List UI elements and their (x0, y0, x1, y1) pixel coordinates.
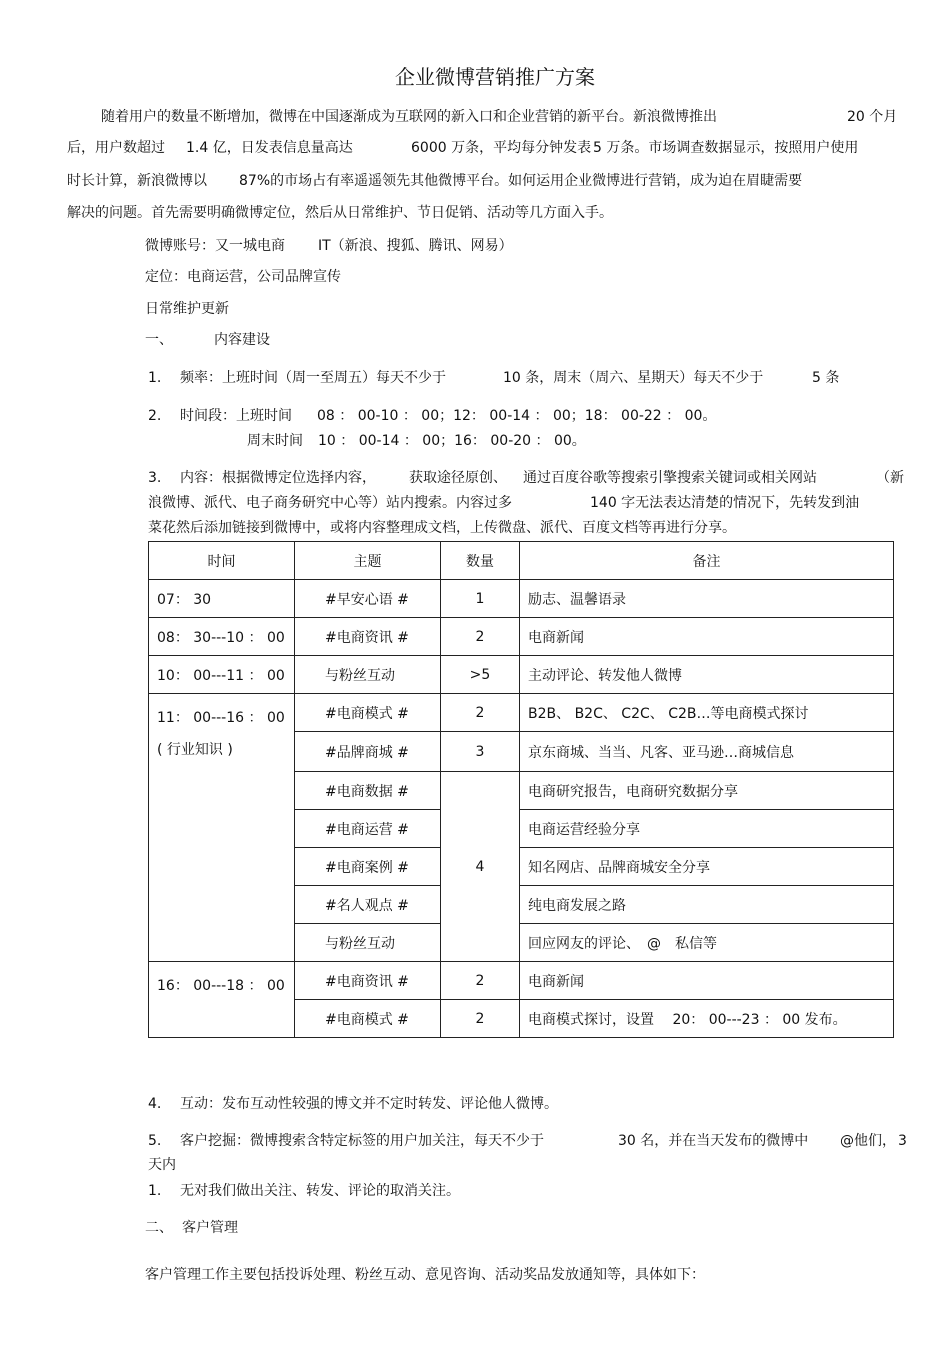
table-cell-topic: #电商模式 # (295, 694, 441, 732)
table-cell-count: 4 (441, 772, 520, 962)
table-cell-note: 纯电商发展之路 (520, 886, 894, 924)
item1-text-c: 5 条 (812, 370, 840, 386)
item3-text-g: 菜花然后添加链接到微博中，或将内容整理成文档，上传微盘、派代、百度文档等再进行分享。 (148, 520, 736, 536)
table-header-row (149, 542, 894, 580)
intro-line3-a: 时长计算，新浪微博以 (67, 173, 207, 189)
intro-line1-number: 20 个月 (847, 109, 898, 125)
table-cell-topic: 与粉丝互动 (295, 656, 441, 694)
item3-text-d: （新 (876, 470, 904, 486)
intro-line2-d: 5 万条。市场调查数据显示，按照用户使用 (593, 140, 859, 156)
item5-sub1-number: 1. (148, 1183, 162, 1199)
item5-text-c: @他们， (840, 1133, 896, 1149)
table-cell-note: 主动评论、转发他人微博 (520, 656, 894, 694)
schedule-table (148, 541, 894, 1038)
item1-number: 1. (148, 370, 162, 386)
document-title: 企业微博营销推广方案 (395, 65, 595, 89)
table-header-topic: 主题 (295, 542, 441, 580)
item2-number: 2. (148, 408, 162, 424)
section2-title: 客户管理 (182, 1220, 238, 1236)
table-cell-note: 知名网店、品牌商城安全分享 (520, 848, 894, 886)
table-cell-count: 1 (441, 580, 520, 618)
table-cell-topic: #电商资讯 # (295, 962, 441, 1000)
item3-number: 3. (148, 470, 162, 486)
item3-text-e: 浪微博、派代、电子商务研究中心等）站内搜索。内容过多 (148, 495, 512, 511)
table-header-count: 数量 (441, 542, 520, 580)
table-cell-time-block (149, 694, 295, 962)
item5-text-a: 客户挖掘：微博搜索含特定标签的用户加关注，每天不少于 (180, 1133, 544, 1149)
table-cell-note: B2B、 B2C、 C2C、 C2B…等电商模式探讨 (520, 694, 894, 732)
table-cell-note: 电商模式探讨，设置 20： 00---23 ： 00 发布。 (520, 1000, 894, 1038)
table-cell-topic: #品牌商城 # (295, 732, 441, 772)
table-cell-count: 2 (441, 694, 520, 732)
item5-text-e: 天内 (148, 1157, 176, 1173)
item5-text-d: 3 (898, 1133, 907, 1149)
intro-line2-b: 1.4 亿，日发表信息量高达 (186, 140, 353, 156)
table-cell-note: 电商新闻 (520, 618, 894, 656)
item4-text: 互动：发布互动性较强的博文并不定时转发、评论他人微博。 (180, 1096, 558, 1112)
table-cell-topic: #电商运营 # (295, 810, 441, 848)
table-cell-topic: #电商案例 # (295, 848, 441, 886)
table-row (149, 694, 894, 732)
table-cell-time: 07： 30 (149, 580, 295, 618)
table-cell-time-note: ( 行业知识 ) (157, 742, 233, 758)
intro-line3-b: 87%的市场占有率遥遥领先其他微博平台。如何运用企业微博进行营销，成为迫在眉睫需要 (239, 173, 803, 189)
item5-text-b: 30 名，并在当天发布的微博中 (618, 1133, 809, 1149)
table-cell-time: 10： 00---11 ： 00 (149, 656, 295, 694)
table-cell-topic: #早安心语 # (295, 580, 441, 618)
table-cell-count: 2 (441, 962, 520, 1000)
table-cell-topic: #名人观点 # (295, 886, 441, 924)
table-cell-count: >5 (441, 656, 520, 694)
table-cell-topic: 与粉丝互动 (295, 924, 441, 962)
item5-sub1-text: 无对我们做出关注、转发、评论的取消关注。 (180, 1183, 460, 1199)
intro-line2-a: 后，用户数超过 (67, 140, 165, 156)
item2-weekend-times: 10 ： 00-14 ： 00；16： 00-20 ： 00。 (318, 433, 586, 449)
table-cell-note: 励志、温馨语录 (520, 580, 894, 618)
item2-label-weekend: 周末时间 (247, 433, 303, 449)
table-cell-note: 电商研究报告，电商研究数据分享 (520, 772, 894, 810)
item5-number: 5. (148, 1133, 162, 1149)
intro-line1-text: 随着用户的数量不断增加，微博在中国逐渐成为互联网的新入口和企业营销的新平台。新浪微博推出 (101, 109, 717, 125)
table-cell-note: 电商新闻 (520, 962, 894, 1000)
item3-text-a: 内容：根据微博定位选择内容， (180, 470, 376, 486)
table-cell-topic: #电商模式 # (295, 1000, 441, 1038)
daily-maintenance-heading: 日常维护更新 (145, 301, 229, 317)
table-cell-topic: #电商数据 # (295, 772, 441, 810)
table-cell-note: 回应网友的评论、 @ 私信等 (520, 924, 894, 962)
table-cell-count: 2 (441, 618, 520, 656)
table-cell-note: 电商运营经验分享 (520, 810, 894, 848)
item4-number: 4. (148, 1096, 162, 1112)
table-row (149, 656, 894, 694)
intro-line4: 解决的问题。首先需要明确微博定位，然后从日常维护、节日促销、活动等几方面入手。 (67, 205, 613, 221)
section1-number: 一、 (145, 332, 173, 348)
intro-line2-c: 6000 万条，平均每分钟发表 (411, 140, 592, 156)
table-row (149, 580, 894, 618)
section2-number: 二、 (145, 1220, 173, 1236)
item1-text-a: 频率：上班时间（周一至周五）每天不少于 (180, 370, 446, 386)
positioning-text: 定位：电商运营，公司品牌宣传 (145, 269, 341, 285)
item2-label-weekday: 时间段：上班时间 (180, 408, 292, 424)
item3-text-c: 通过百度谷歌等搜索引擎搜索关键词或相关网站 (523, 470, 817, 486)
table-cell-topic: #电商资讯 # (295, 618, 441, 656)
table-cell-time: 16： 00---18 ： 00 (149, 962, 295, 1038)
item1-text-b: 10 条，周末（周六、星期天）每天不少于 (503, 370, 764, 386)
item2-weekday-times: 08 ： 00-10 ： 00；12： 00-14 ： 00；18： 00-22 ： 00。 (317, 408, 717, 424)
table-header-time: 时间 (149, 542, 295, 580)
table-header-note: 备注 (520, 542, 894, 580)
closing-paragraph: 客户管理工作主要包括投诉处理、粉丝互动、意见咨询、活动奖品发放通知等，具体如下： (145, 1267, 705, 1283)
item3-text-b: 获取途径原创、 (409, 470, 507, 486)
item3-text-f: 140 字无法表达清楚的情况下，先转发到油 (590, 495, 860, 511)
account-platforms: IT（新浪、搜狐、腾讯、网易） (318, 238, 513, 254)
table-cell-time: 08： 30---10 ： 00 (149, 618, 295, 656)
table-cell-note: 京东商城、当当、凡客、亚马逊…商城信息 (520, 732, 894, 772)
table-cell-count: 3 (441, 732, 520, 772)
section1-title: 内容建设 (214, 332, 270, 348)
account-label: 微博账号：又一城电商 (145, 238, 285, 254)
table-row (149, 618, 894, 656)
table-row (149, 962, 894, 1000)
table-cell-time: 11： 00---16 ： 00 (157, 710, 285, 726)
table-cell-count: 2 (441, 1000, 520, 1038)
